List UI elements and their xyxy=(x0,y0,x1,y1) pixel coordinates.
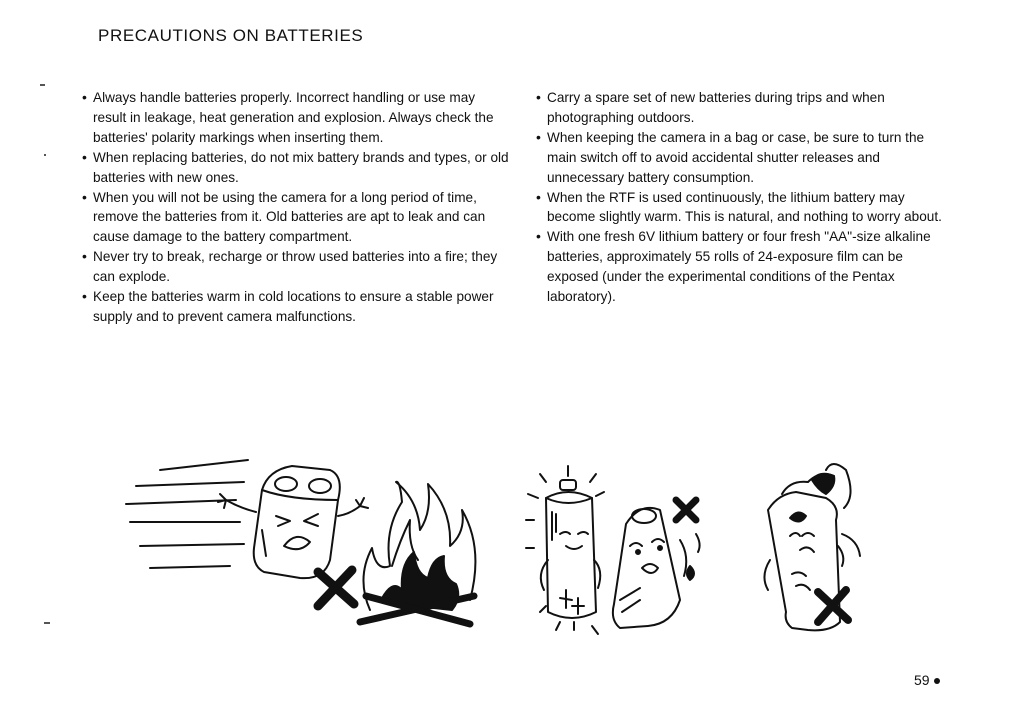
list-item: • When keeping the camera in a bag or case, be sure to turn the main switch off to avoid accidental shutter releases and unnecessary battery consumption. xyxy=(536,128,956,188)
prohibited-x-icon xyxy=(318,570,354,606)
flying-battery-illustration xyxy=(126,460,368,578)
list-item: • When replacing batteries, do not mix battery brands and types, or old batteries with new ones. xyxy=(82,148,512,188)
list-item: • Never try to break, recharge or throw used batteries into a fire; they can explode. xyxy=(82,247,512,287)
good-battery-illustration xyxy=(526,466,604,634)
sad-battery-illustration xyxy=(613,500,700,628)
page-number xyxy=(914,672,940,688)
fire-icon xyxy=(360,482,475,624)
page-title: PRECAUTIONS ON BATTERIES xyxy=(98,26,364,45)
list-item: • Carry a spare set of new batteries during trips and when photographing outdoors. xyxy=(536,88,956,128)
list-item: • Keep the batteries warm in cold locations to ensure a stable power supply and to prevent camera malfunctions. xyxy=(82,287,512,327)
bullet-icon xyxy=(934,678,940,684)
list-item: • When the RTF is used continuously, the lithium battery may become slightly warm. This is natural, and nothing to worry about. xyxy=(536,188,956,228)
leaking-battery-illustration xyxy=(764,464,860,630)
page-number-text: 59 xyxy=(914,672,930,688)
list-item: • When you will not be using the camera for a long period of time, remove the batteries from it. Old batteries are apt to leak and can cause damage to the battery compartment. xyxy=(82,188,512,248)
list-item: • Always handle batteries properly. Incorrect handling or use may result in leakage, heat generation and explosion. Always check the batteries' polarity markings when inserting them. xyxy=(82,88,512,148)
list-item: • With one fresh 6V lithium battery or four fresh "AA"-size alkaline batteries, approximately 55 rolls of 24-exposure film can be exposed (under the experimental conditions of the Pentax laboratory). xyxy=(536,227,956,307)
